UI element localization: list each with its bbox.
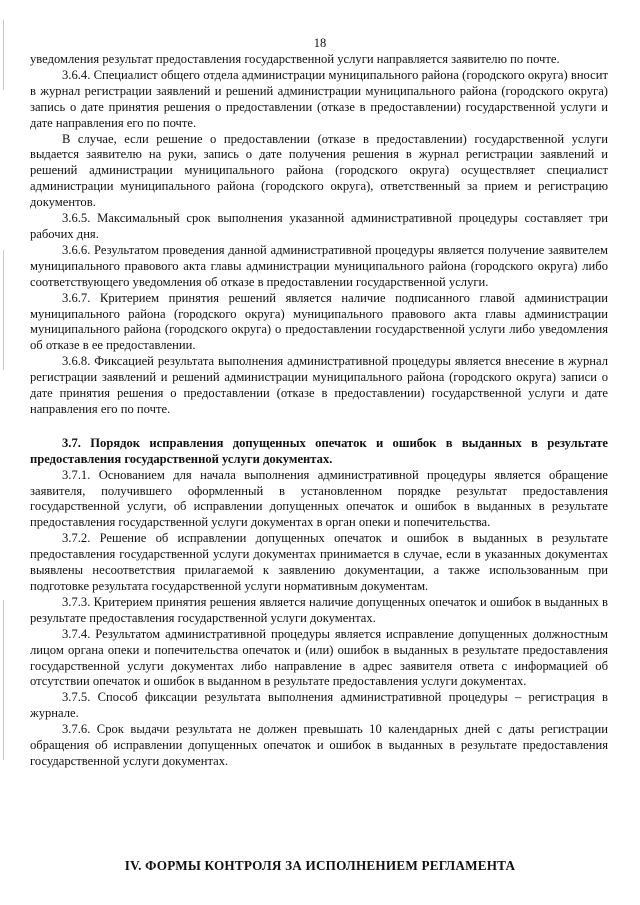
paragraph-3-7-3: 3.7.3. Критерием принятия решения является наличие допущенных опечаток и ошибок в выданных в результате предоставления государственной услуги документах. — [30, 594, 608, 625]
paragraph-3-7-4: 3.7.4. Результатом административной процедуры является исправление допущенных должностным лицом органа опеки и попечительства опечаток и (или) ошибок в выданных в результате предоставления государственной услуги документах либо направление в адрес заявителя ответа с информацией об отсутствии опечаток и ошибок в выданном в результате предоставления услуги документах. — [30, 626, 608, 689]
subsection-heading-3-7: 3.7. Порядок исправления допущенных опечаток и ошибок в выданных в результате предоставления государственной услуги документах. — [30, 435, 608, 466]
paragraph-3-6-5: 3.6.5. Максимальный срок выполнения указанной административной процедуры составляет три рабочих дня. — [30, 211, 608, 241]
paragraph-continuation: уведомления результат предоставления государственной услуги направляется заявителю по почте. — [30, 52, 560, 66]
scan-margin-mark — [3, 20, 4, 90]
paragraph-delivery-by-hand: В случае, если решение о предоставлении (отказе в предоставлении) государственной услуги выдается заявителю на руки, запись о дате получения решения в журнал регистрации заявлений и решений администрации муниципального района (городского округа) осуществляет специалист администрации муниципального района (городского округа), ответственный за прием и регистрацию документов. — [30, 131, 608, 210]
paragraph-3-6-6: 3.6.6. Результатом проведения данной административной процедуры является получение заявителем муниципального правового акта главы администрации муниципального района (городского округа) либо соответствующего уведомления об отказе в предоставлении государственной услуги. — [30, 242, 608, 289]
scan-margin-mark — [3, 600, 4, 760]
scan-margin-mark — [3, 250, 4, 370]
document-body — [30, 52, 608, 770]
paragraph-3-6-7: 3.6.7. Критерием принятия решений является наличие подписанного главой администрации муниципального района (городского округа) муниципального правового акта главы администрации муниципального района (городского округа) о предоставлении государственной услуги либо уведомления об отказе в ее предоставлении. — [30, 290, 608, 353]
paragraph-3-6-4: 3.6.4. Специалист общего отдела администрации муниципального района (городского округа) вносит в журнал регистрации заявлений и решений администрации муниципального района (городского округа) запись о дате принятия решения о предоставлении (отказе в предоставлении) государственной услуги и дате направления его по почте. — [30, 67, 608, 130]
page-number: 18 — [313, 36, 327, 50]
section-title: IV. ФОРМЫ КОНТРОЛЯ ЗА ИСПОЛНЕНИЕМ РЕГЛАМЕНТА — [124, 858, 516, 873]
paragraph-3-7-1: 3.7.1. Основанием для начала выполнения административной процедуры является обращение заявителя, получившего оформленный в установленном порядке результат предоставления государственной услуги, об исправлении допущенных опечаток и ошибок в выданных в результате предоставления государственной услуги документах в орган опеки и попечительства. — [30, 467, 608, 530]
paragraph-3-7-5: 3.7.5. Способ фиксации результата выполнения административной процедуры – регистрация в журнале. — [30, 690, 608, 721]
paragraph-3-6-8: 3.6.8. Фиксацией результата выполнения административной процедуры является внесение в журнал регистрации заявлений и решений администрации муниципального района (городского округа) записи о дате принятия решения о предоставлении (отказе в предоставлении) государственной услуги и дате направления его по почте. — [30, 354, 608, 416]
paragraph-3-7-2: 3.7.2. Решение об исправлении допущенных опечаток и ошибок в выданных в результате предоставления государственной услуги документах принимается в случае, если в указанных документах выявлены несоответствия прилагаемой к заявлению документации, а также использованным при подготовке результата государственной услуги нормативным документам. — [30, 531, 608, 593]
paragraph-3-7-6: 3.7.6. Срок выдачи результата не должен превышать 10 календарных дней с даты регистрации обращения об исправлении допущенных опечаток и ошибок в выданных в результате предоставления государственной услуги документах. — [30, 722, 608, 768]
